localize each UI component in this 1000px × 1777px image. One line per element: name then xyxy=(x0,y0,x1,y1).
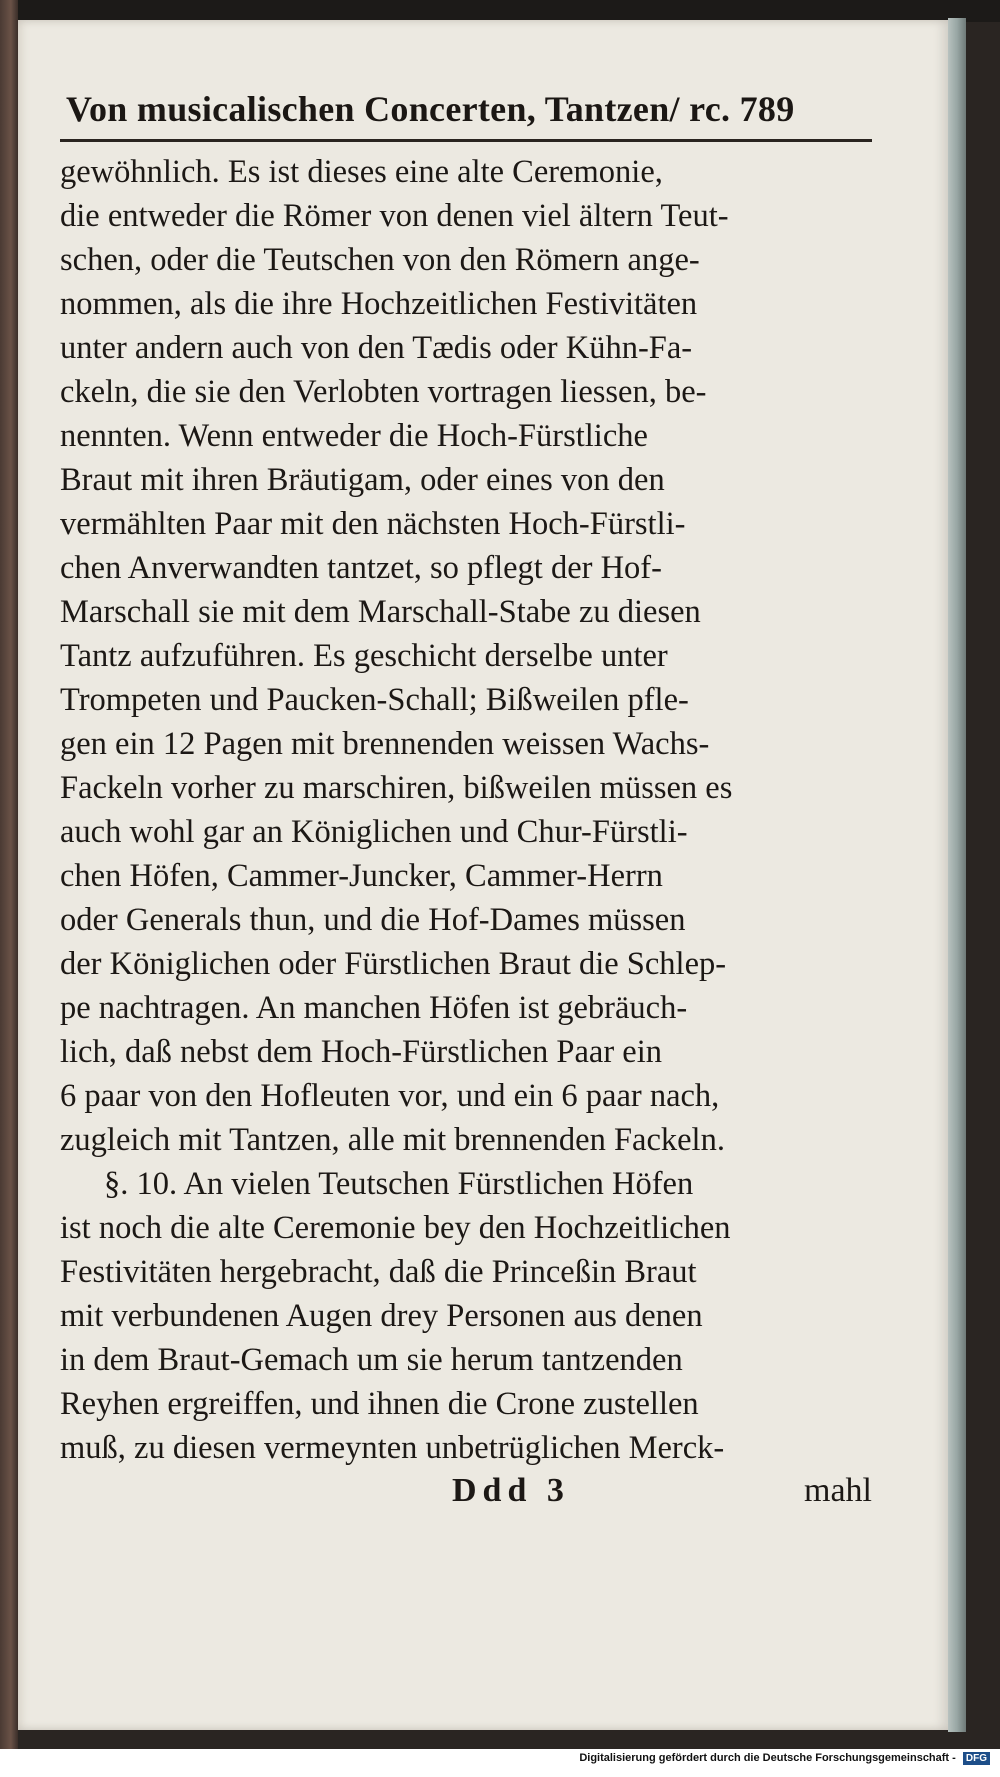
text-line: Tantz aufzuführen. Es geschicht derselbe unter xyxy=(60,638,668,674)
scan-top-edge xyxy=(0,0,1000,22)
dfg-logo: DFG xyxy=(963,1752,990,1765)
text-line: unter andern auch von den Tædis oder Kühn-Fa- xyxy=(60,330,693,366)
text-line: lich, daß nebst dem Hoch-Fürstlichen Paar ein xyxy=(60,1034,662,1070)
text-line: Braut mit ihren Bräutigam, oder eines von den xyxy=(60,462,665,498)
header-rule xyxy=(60,139,872,142)
dfg-credit-text: Digitalisierung gefördert durch die Deutsche Forschungsgemeinschaft - xyxy=(579,1752,956,1764)
book-spine xyxy=(0,0,18,1777)
text-line: Festivitäten hergebracht, daß die Princeßin Braut xyxy=(60,1254,697,1290)
text-line: in dem Braut-Gemach um sie herum tantzenden xyxy=(60,1342,683,1378)
text-line: mit verbundenen Augen drey Personen aus denen xyxy=(60,1298,703,1334)
signature-mark: Ddd 3 xyxy=(452,1472,570,1509)
text-line: chen Anverwandten tantzet, so pflegt der Hof- xyxy=(60,550,662,586)
text-line: muß, zu diesen vermeynten unbetrüglichen Merck- xyxy=(60,1430,725,1466)
body-text xyxy=(60,150,872,1470)
text-line: nommen, als die ihre Hochzeitlichen Festivitäten xyxy=(60,286,698,322)
text-line: Marschall sie mit dem Marschall-Stabe zu diesen xyxy=(60,594,701,630)
page-fore-edge xyxy=(948,18,966,1732)
text-line: Fackeln vorher zu marschiren, bißweilen müssen es xyxy=(60,770,733,806)
text-line: gewöhnlich. Es ist dieses eine alte Ceremonie, xyxy=(60,154,663,190)
paragraph-start-line: §. 10. An vielen Teutschen Fürstlichen Höfen xyxy=(104,1166,694,1202)
text-line: auch wohl gar an Königlichen und Chur-Fürstli- xyxy=(60,814,688,850)
catchword: mahl xyxy=(804,1472,872,1509)
dfg-credit xyxy=(579,1752,990,1765)
text-line: vermählten Paar mit den nächsten Hoch-Fürstli- xyxy=(60,506,686,542)
text-line: ist noch die alte Ceremonie bey den Hochzeitlichen xyxy=(60,1210,731,1246)
text-line: schen, oder die Teutschen von den Römern ange- xyxy=(60,242,700,278)
text-line: oder Generals thun, und die Hof-Dames müssen xyxy=(60,902,686,938)
text-line: chen Höfen, Cammer-Juncker, Cammer-Herrn xyxy=(60,858,663,894)
text-line: Reyhen ergreiffen, und ihnen die Crone zustellen xyxy=(60,1386,699,1422)
text-line: gen ein 12 Pagen mit brennenden weissen Wachs- xyxy=(60,726,710,762)
page-footer-line xyxy=(60,1472,872,1516)
text-line: Trompeten und Paucken-Schall; Bißweilen pfle- xyxy=(60,682,689,718)
text-line: pe nachtragen. An manchen Höfen ist gebräuch- xyxy=(60,990,688,1026)
text-line: nennten. Wenn entweder die Hoch-Fürstliche xyxy=(60,418,648,454)
text-line: ckeln, die sie den Verlobten vortragen liessen, be- xyxy=(60,374,707,410)
text-line: zugleich mit Tantzen, alle mit brennenden Fackeln. xyxy=(60,1122,725,1158)
running-head: Von musicalischen Concerten, Tantzen/ rc. 789 xyxy=(66,89,795,129)
text-line: 6 paar von den Hofleuten vor, und ein 6 paar nach, xyxy=(60,1078,720,1114)
text-line: die entweder die Römer von denen viel ältern Teut- xyxy=(60,198,729,234)
text-line: der Königlichen oder Fürstlichen Braut die Schlep- xyxy=(60,946,727,982)
